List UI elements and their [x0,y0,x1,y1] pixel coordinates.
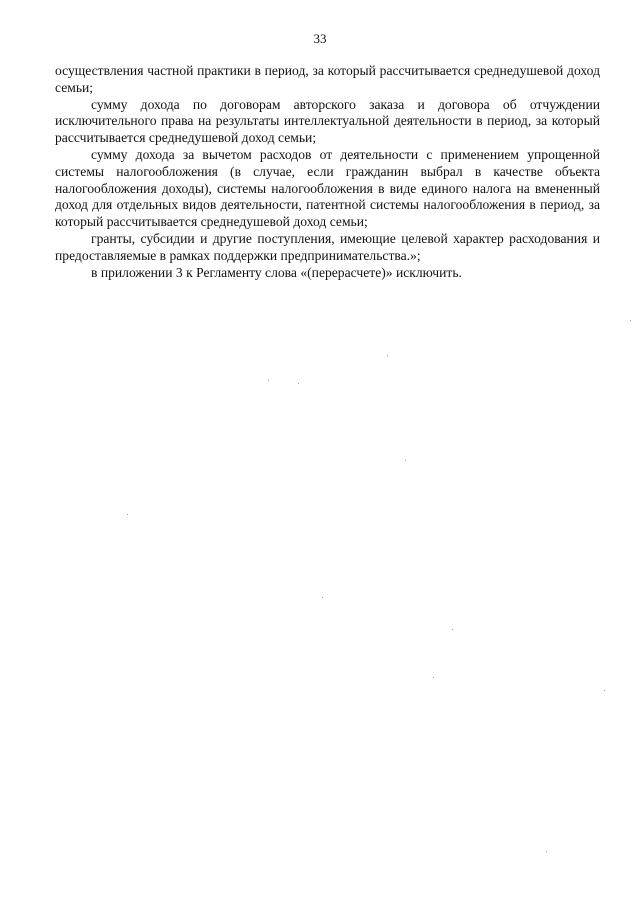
paragraph-grants-subsidies: гранты, субсидии и другие поступления, имеющие целевой характер расходования и предоставляемые в рамках поддержки предпринимательства.»; [55,230,600,263]
scan-speck [405,460,406,461]
scan-speck [298,383,299,384]
scan-speck [433,677,434,678]
paragraph-private-practice: осуществления частной практики в период, за который рассчитывается среднедушевой доход семьи; [55,63,600,95]
paragraph-author-contracts: сумму дохода по договорам авторского заказа и договора об отчуждении исключительного права на результаты интеллектуальной деятельности в период, за который рассчитывается среднедушевой доход семьи; [55,96,600,146]
scan-speck [268,380,269,381]
scan-speck [387,355,388,356]
scan-speck [452,629,453,630]
paragraph-appendix-3-amendment: в приложении 3 к Регламенту слова «(перерасчете)» исключить. [91,264,462,280]
page-number: 33 [313,31,327,46]
document-body [55,63,600,281]
scan-speck [546,851,547,852]
scan-speck [322,597,323,598]
scan-speck [604,690,605,691]
scan-speck [127,514,128,515]
paragraph-tax-systems-income: сумму дохода за вычетом расходов от деятельности с применением упрощенной системы налогообложения (в случае, если гражданин выбрал в качестве объекта налогообложения доходы), системы налогообложения в виде единого налога на вмененный доход для отдельных видов деятельности, патентной системы налогообложения в период, за который рассчитывается среднедушевой доход семьи; [55,146,600,230]
scan-speck [630,320,631,321]
